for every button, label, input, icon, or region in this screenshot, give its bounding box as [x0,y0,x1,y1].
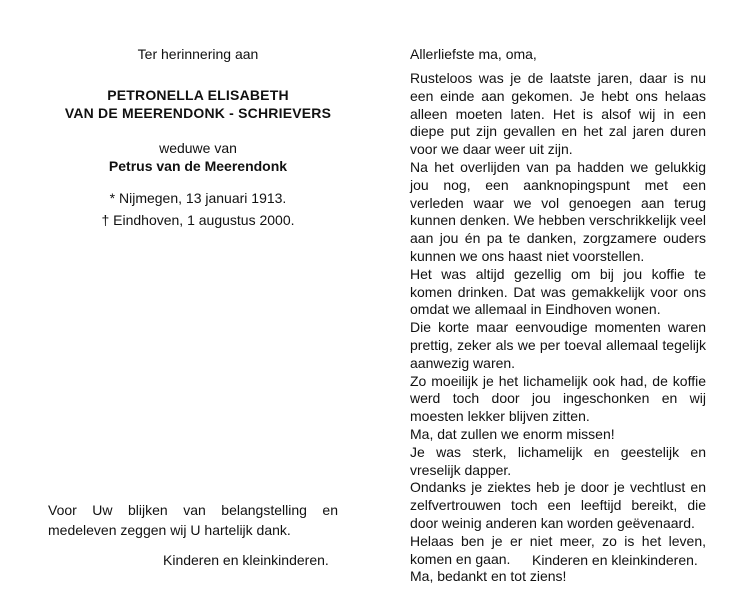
paragraph: Rusteloos was je de laatste jaren, daar is nu een einde aan gekomen. Je hebt ons helaas alleen moeten laten. Het is alsof wij in een diepe put zijn gevallen en het zal jaren duren voor we daar weer uit zijn. [410,70,706,158]
deceased-name-line2: VAN DE MEERENDONK - SCHRIEVERS [64,105,332,121]
thanks-text: Voor Uw blijken van belangstelling en medeleven zeggen wij U hartelijk dank. [48,502,338,538]
greeting: Allerliefste ma, oma, [410,46,537,62]
paragraph: Je was sterk, lichamelijk en geestelijk en vreselijk dapper. [410,443,706,478]
paragraph: Helaas ben je er niet meer, zo is het leven, komen en gaan. [410,532,706,567]
right-panel [410,46,706,586]
deceased-name-line1: PETRONELLA ELISABETH [107,87,289,103]
paragraph: Ondanks je ziektes heb je door je vechtlust en zelfvertrouwen toch een leeftijd bereikt, die door weinig anderen kan worden geëvenaard. [410,479,706,531]
paragraph: Die korte maar eenvoudige momenten waren prettig, zeker als we per toeval allemaal tegelijk aanwezig waren. [410,319,706,371]
left-panel [48,46,348,228]
death-line: † Eindhoven, 1 augustus 2000. [101,212,295,228]
paragraph: Ma, bedankt en tot ziens! [410,568,567,585]
birth-line: * Nijmegen, 13 januari 1913. [109,190,287,206]
paragraph: Zo moeilijk je het lichamelijk ook had, de koffie werd toch door jou ingeschonken en wij moesten lekker blijven zitten. [410,372,706,425]
widow-label: weduwe van [159,140,237,156]
husband-name: Petrus van de Meerendonk [108,158,288,174]
left-signature: Kinderen en kleinkinderen. [163,552,329,568]
paragraph: Het was altijd gezellig om bij jou koffie te komen drinken. Dat was gemakkelijk voor ons omdat we allemaal in Eindhoven wonen. [410,265,706,318]
right-signature: Kinderen en kleinkinderen. [532,552,698,568]
intro-text: Ter herinnering aan [137,46,259,62]
paragraph: Ma, dat zullen we enorm missen! [410,425,615,442]
paragraph: Na het overlijden van pa hadden we gelukkig jou nog, een aanknopingspunt met een verleden waar we vol genoegen aan terug kunnen denken. We hebben verschrikkelijk veel aan jou én pa te danken, zorgzamere ouders kunnen we ons haast niet voorstellen. [410,158,706,264]
